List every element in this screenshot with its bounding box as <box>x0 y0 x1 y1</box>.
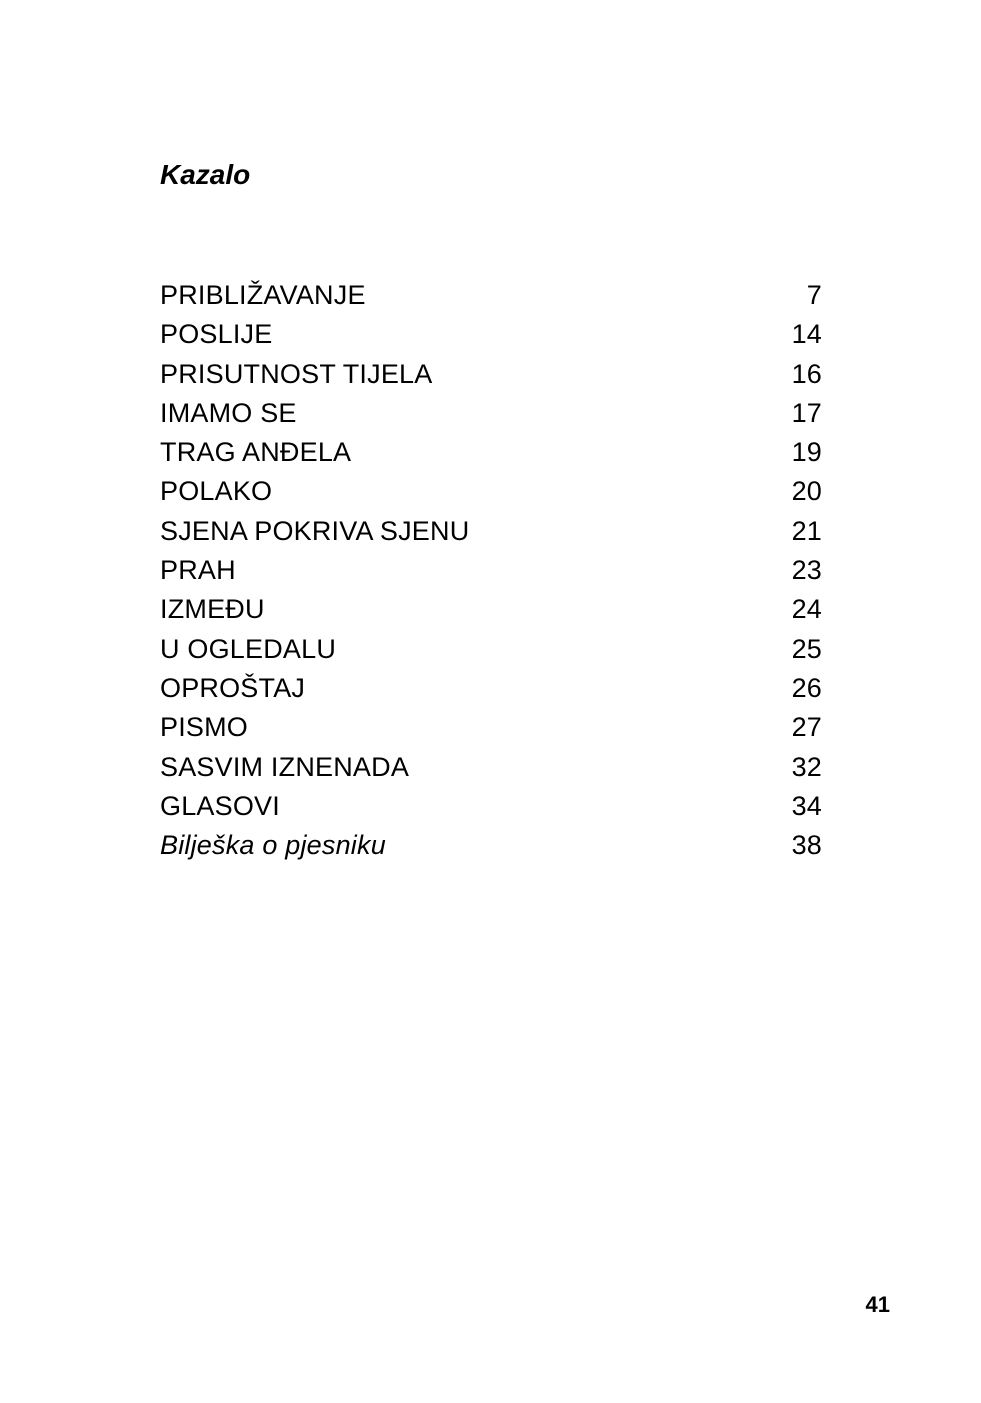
toc-entry <box>160 472 822 511</box>
toc-entry-page: 25 <box>791 633 822 664</box>
toc-entry <box>160 433 822 472</box>
toc-entry-page: 32 <box>791 751 822 782</box>
toc-entry <box>160 315 822 354</box>
toc-entry-title: POSLIJE <box>160 319 273 350</box>
toc-entry-page: 16 <box>791 358 822 389</box>
toc-entry-title: SASVIM IZNENADA <box>160 751 410 782</box>
toc-entry-page: 23 <box>791 555 822 586</box>
toc-entry <box>160 787 822 826</box>
toc-entry <box>160 630 822 669</box>
toc-entry-page: 20 <box>791 476 822 507</box>
toc-entry-page: 21 <box>791 515 822 546</box>
toc-entry-title: GLASOVI <box>160 790 280 821</box>
toc-entry-title: POLAKO <box>160 476 273 507</box>
toc-entry-page: 17 <box>791 397 822 428</box>
toc-entry <box>160 826 822 865</box>
toc-entry-page: 34 <box>791 790 822 821</box>
toc-entry <box>160 748 822 787</box>
toc-entry <box>160 708 822 747</box>
toc-entry-title: TRAG ANĐELA <box>160 437 352 468</box>
toc-entry <box>160 355 822 394</box>
toc-entry <box>160 394 822 433</box>
toc-entry-page: 38 <box>791 830 822 861</box>
toc-entry <box>160 590 822 629</box>
toc-heading: Kazalo <box>160 159 251 190</box>
toc-entry-title: U OGLEDALU <box>160 633 337 664</box>
table-of-contents <box>160 276 822 865</box>
toc-entry-page: 7 <box>806 280 822 310</box>
toc-entry-title: Bilješka o pjesniku <box>160 830 386 861</box>
toc-entry-title: OPROŠTAJ <box>160 672 306 703</box>
toc-entry-title: PRIBLIŽAVANJE <box>160 280 366 310</box>
toc-entry-page: 14 <box>791 319 822 350</box>
toc-entry-title: IMAMO SE <box>160 397 297 428</box>
toc-entry <box>160 276 822 315</box>
page-number: 41 <box>865 1292 890 1317</box>
toc-entry-title: SJENA POKRIVA SJENU <box>160 515 470 546</box>
toc-entry-title: PISMO <box>160 712 249 743</box>
toc-entry <box>160 551 822 590</box>
toc-entry-page: 26 <box>791 672 822 703</box>
toc-entry-title: PRAH <box>160 555 236 586</box>
toc-entry <box>160 512 822 551</box>
toc-entry-page: 24 <box>791 594 822 625</box>
toc-entry-title: IZMEĐU <box>160 594 265 625</box>
toc-entry-page: 27 <box>791 712 822 743</box>
toc-entry-title: PRISUTNOST TIJELA <box>160 358 433 389</box>
toc-entry <box>160 669 822 708</box>
toc-entry-page: 19 <box>791 437 822 468</box>
